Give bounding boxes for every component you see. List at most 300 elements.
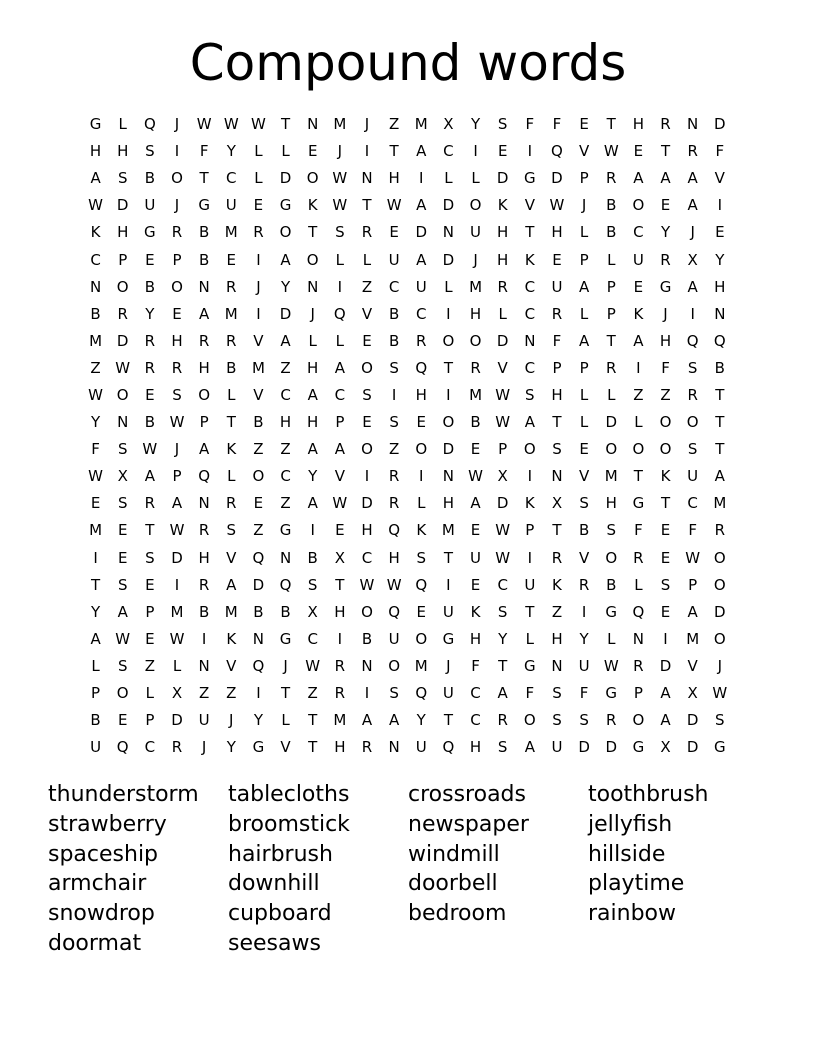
- grid-letter: S: [389, 684, 399, 703]
- grid-letter: L: [281, 142, 290, 161]
- grid-letter: R: [334, 684, 346, 703]
- grid-letter: O: [171, 277, 183, 296]
- grid-letter: X: [497, 467, 508, 486]
- grid-letter: Y: [226, 738, 236, 757]
- grid-letter: D: [171, 548, 183, 567]
- grid-letter: A: [334, 358, 345, 377]
- grid-letter: A: [90, 629, 101, 648]
- grid-letter: Z: [144, 656, 155, 675]
- grid-letter: A: [334, 440, 345, 459]
- grid-letter: T: [362, 196, 372, 215]
- grid-letter: Z: [361, 277, 373, 296]
- grid-letter: I: [256, 684, 261, 703]
- grid-letter: D: [116, 331, 129, 350]
- grid-letter: Q: [632, 602, 645, 621]
- word-list-item: spaceship: [48, 841, 159, 867]
- grid-letter: D: [442, 440, 455, 459]
- grid-letter: P: [606, 277, 616, 296]
- grid-letter: D: [361, 494, 373, 513]
- grid-letter: O: [442, 413, 455, 432]
- grid-letter: T: [715, 385, 725, 404]
- grid-letter: Y: [145, 304, 155, 323]
- grid-letter: K: [660, 467, 671, 486]
- grid-letter: T: [90, 575, 101, 594]
- word-list-item: cupboard: [228, 901, 332, 927]
- grid-letter: L: [172, 656, 182, 675]
- grid-letter: B: [307, 548, 318, 567]
- grid-letter: D: [686, 738, 699, 757]
- grid-letter: M: [414, 656, 428, 675]
- grid-letter: F: [661, 358, 670, 377]
- grid-letter: E: [145, 575, 155, 594]
- grid-letter: M: [713, 494, 727, 513]
- grid-letter: I: [256, 304, 261, 323]
- grid-letter: V: [578, 548, 590, 567]
- grid-letter: I: [446, 575, 451, 594]
- grid-letter: A: [660, 711, 671, 730]
- grid-letter: U: [632, 250, 644, 269]
- grid-letter: W: [712, 684, 728, 703]
- grid-letter: A: [280, 250, 291, 269]
- grid-letter: L: [281, 711, 290, 730]
- grid-letter: R: [253, 223, 264, 242]
- grid-letter: M: [224, 223, 238, 242]
- grid-letter: Q: [713, 331, 726, 350]
- grid-letter: C: [90, 250, 101, 269]
- grid-letter: W: [169, 521, 185, 540]
- grid-letter: C: [280, 385, 291, 404]
- grid-letter: R: [171, 223, 183, 242]
- grid-letter: H: [659, 331, 672, 350]
- grid-letter: W: [359, 575, 375, 594]
- grid-letter: D: [605, 738, 618, 757]
- word-list-item: windmill: [408, 841, 500, 867]
- grid-letter: D: [442, 250, 455, 269]
- grid-letter: Q: [198, 467, 211, 486]
- grid-letter: N: [388, 738, 400, 757]
- grid-letter: N: [442, 223, 455, 242]
- grid-letter: E: [145, 250, 155, 269]
- grid-letter: B: [198, 250, 210, 269]
- word-list-item: bedroom: [408, 901, 507, 927]
- grid-letter: Z: [660, 385, 671, 404]
- grid-letter: Y: [253, 711, 263, 730]
- grid-letter: X: [687, 250, 698, 269]
- grid-letter: I: [527, 548, 533, 567]
- grid-letter: S: [145, 142, 155, 161]
- grid-letter: L: [335, 331, 345, 350]
- grid-letter: H: [89, 142, 102, 161]
- grid-letter: L: [227, 467, 236, 486]
- grid-letter: O: [713, 575, 726, 594]
- grid-letter: N: [524, 331, 536, 350]
- grid-letter: A: [388, 711, 400, 730]
- word-list-item: seesaws: [228, 930, 321, 956]
- grid-letter: S: [117, 656, 128, 675]
- grid-letter: E: [253, 196, 264, 215]
- grid-letter: L: [579, 385, 589, 404]
- grid-letter: W: [685, 548, 701, 567]
- grid-letter: B: [361, 629, 373, 648]
- grid-letter: E: [416, 602, 426, 621]
- grid-letter: Q: [415, 358, 428, 377]
- grid-letter: L: [444, 169, 453, 188]
- grid-letter: O: [198, 385, 211, 404]
- grid-letter: O: [361, 602, 373, 621]
- grid-letter: I: [636, 358, 641, 377]
- grid-letter: I: [337, 629, 343, 648]
- grid-letter: U: [470, 548, 482, 567]
- grid-letter: G: [605, 602, 618, 621]
- grid-letter: N: [252, 629, 265, 648]
- grid-letter: B: [388, 304, 400, 323]
- grid-letter: D: [659, 656, 672, 675]
- grid-letter: T: [145, 521, 155, 540]
- word-list-item: hairbrush: [228, 841, 333, 867]
- grid-letter: B: [198, 602, 210, 621]
- grid-letter: J: [581, 196, 587, 215]
- grid-letter: M: [469, 277, 483, 296]
- grid-letter: G: [279, 521, 292, 540]
- grid-letter: F: [552, 331, 562, 350]
- grid-letter: O: [415, 440, 428, 459]
- grid-letter: V: [524, 196, 535, 215]
- grid-letter: O: [252, 467, 265, 486]
- grid-letter: O: [171, 169, 183, 188]
- grid-letter: I: [419, 467, 424, 486]
- grid-letter: P: [335, 413, 345, 432]
- word-list-item: jellyfish: [588, 811, 673, 837]
- word-list-item: doormat: [48, 930, 142, 956]
- grid-letter: R: [171, 738, 183, 757]
- grid-letter: O: [523, 711, 536, 730]
- grid-letter: Y: [579, 629, 589, 648]
- grid-letter: T: [525, 602, 535, 621]
- grid-letter: F: [634, 521, 643, 540]
- grid-letter: P: [172, 467, 182, 486]
- grid-letter: E: [633, 142, 644, 161]
- grid-letter: N: [687, 115, 699, 134]
- grid-letter: R: [144, 358, 156, 377]
- grid-letter: H: [388, 169, 400, 188]
- grid-letter: P: [145, 602, 155, 621]
- grid-letter: B: [144, 413, 155, 432]
- grid-letter: O: [659, 440, 672, 459]
- grid-letter: J: [310, 304, 315, 323]
- grid-letter: X: [660, 738, 671, 757]
- grid-letter: W: [495, 385, 511, 404]
- grid-letter: I: [174, 142, 180, 161]
- grid-letter: B: [606, 223, 617, 242]
- grid-letter: B: [578, 521, 590, 540]
- grid-letter: S: [335, 223, 345, 242]
- grid-letter: L: [607, 629, 616, 648]
- grid-letter: I: [337, 277, 343, 296]
- grid-letter: W: [603, 142, 619, 161]
- grid-letter: O: [116, 684, 129, 703]
- grid-letter: W: [88, 467, 103, 486]
- word-list-item: armchair: [48, 871, 147, 897]
- grid-letter: A: [687, 169, 698, 188]
- grid-letter: Y: [308, 467, 318, 486]
- grid-letter: E: [253, 494, 264, 513]
- grid-letter: D: [578, 738, 590, 757]
- grid-letter: X: [171, 684, 183, 703]
- word-list-item: doorbell: [408, 871, 498, 897]
- grid-letter: E: [226, 250, 237, 269]
- grid-letter: A: [416, 196, 427, 215]
- grid-letter: R: [633, 548, 644, 567]
- grid-letter: B: [144, 277, 155, 296]
- grid-letter: H: [361, 521, 373, 540]
- grid-letter: T: [552, 413, 562, 432]
- grid-letter: B: [90, 711, 101, 730]
- grid-row: [82, 707, 734, 734]
- word-list-item: downhill: [228, 871, 320, 897]
- grid-letter: H: [307, 358, 319, 377]
- grid-letter: A: [280, 331, 291, 350]
- grid-letter: R: [497, 277, 508, 296]
- word-list-item: hillside: [588, 841, 666, 867]
- grid-letter: R: [144, 494, 156, 513]
- word-list: [48, 780, 788, 959]
- grid-letter: P: [579, 358, 589, 377]
- grid-letter: Q: [442, 738, 455, 757]
- grid-letter: V: [578, 142, 590, 161]
- grid-letter: J: [717, 656, 723, 675]
- grid-row: [82, 653, 734, 680]
- grid-letter: A: [578, 277, 590, 296]
- grid-letter: R: [606, 358, 617, 377]
- grid-letter: N: [117, 413, 129, 432]
- grid-letter: Z: [280, 440, 291, 459]
- grid-letter: R: [470, 358, 481, 377]
- grid-letter: E: [660, 602, 671, 621]
- grid-letter: T: [308, 738, 318, 757]
- grid-letter: X: [334, 548, 345, 567]
- grid-letter: H: [198, 358, 210, 377]
- grid-letter: H: [469, 629, 482, 648]
- grid-letter: R: [388, 467, 400, 486]
- grid-letter: V: [226, 548, 237, 567]
- grid-letter: P: [199, 413, 209, 432]
- grid-letter: Y: [226, 142, 236, 161]
- grid-letter: R: [714, 521, 726, 540]
- grid-letter: G: [605, 684, 618, 703]
- grid-letter: R: [171, 358, 183, 377]
- grid-letter: R: [226, 494, 237, 513]
- grid-letter: M: [441, 521, 455, 540]
- grid-letter: U: [551, 277, 563, 296]
- grid-letter: I: [473, 142, 478, 161]
- grid-letter: N: [198, 277, 210, 296]
- grid-letter: Y: [90, 602, 101, 621]
- grid-letter: A: [687, 277, 698, 296]
- grid-letter: E: [416, 413, 426, 432]
- grid-letter: O: [659, 413, 672, 432]
- grid-letter: S: [497, 738, 508, 757]
- grid-letter: V: [497, 358, 508, 377]
- grid-letter: Q: [333, 304, 346, 323]
- grid-letter: N: [361, 169, 373, 188]
- grid-letter: R: [416, 331, 427, 350]
- grid-row: [82, 680, 734, 707]
- grid-letter: S: [145, 548, 155, 567]
- grid-letter: S: [226, 521, 237, 540]
- grid-letter: B: [90, 304, 101, 323]
- grid-letter: P: [498, 440, 508, 459]
- grid-letter: M: [604, 467, 618, 486]
- grid-letter: S: [117, 494, 128, 513]
- grid-letter: L: [227, 385, 236, 404]
- grid-letter: G: [524, 656, 536, 675]
- grid-row: [82, 490, 734, 517]
- grid-letter: Z: [307, 684, 318, 703]
- grid-letter: I: [527, 467, 533, 486]
- grid-letter: W: [142, 440, 158, 459]
- grid-letter: W: [169, 629, 185, 648]
- grid-letter: A: [660, 169, 671, 188]
- grid-letter: F: [525, 684, 535, 703]
- grid-letter: T: [280, 684, 291, 703]
- grid-letter: C: [470, 711, 481, 730]
- grid-letter: L: [634, 575, 643, 594]
- grid-letter: N: [714, 304, 726, 323]
- word-list-column: [588, 780, 768, 959]
- grid-letter: D: [415, 223, 428, 242]
- grid-letter: X: [117, 467, 128, 486]
- grid-letter: I: [364, 467, 370, 486]
- grid-letter: K: [470, 602, 481, 621]
- grid-letter: L: [254, 142, 263, 161]
- grid-letter: C: [687, 494, 698, 513]
- grid-letter: X: [551, 494, 563, 513]
- word-list-item: playtime: [588, 871, 685, 897]
- grid-letter: D: [496, 169, 509, 188]
- grid-letter: J: [663, 304, 668, 323]
- grid-letter: T: [633, 467, 643, 486]
- grid-letter: L: [498, 304, 507, 323]
- grid-letter: R: [578, 575, 590, 594]
- grid-letter: A: [578, 331, 590, 350]
- grid-letter: T: [715, 440, 725, 459]
- grid-letter: J: [201, 738, 207, 757]
- grid-letter: W: [603, 656, 619, 675]
- grid-letter: L: [335, 250, 345, 269]
- grid-letter: D: [686, 711, 699, 730]
- grid-letter: O: [605, 440, 618, 459]
- grid-letter: T: [606, 115, 616, 134]
- grid-letter: Z: [198, 684, 210, 703]
- grid-letter: D: [279, 169, 292, 188]
- grid-letter: G: [89, 115, 102, 134]
- grid-letter: R: [198, 521, 210, 540]
- grid-letter: T: [660, 494, 671, 513]
- grid-letter: N: [361, 656, 373, 675]
- grid-letter: N: [551, 656, 563, 675]
- grid-letter: A: [117, 602, 128, 621]
- grid-letter: V: [578, 467, 590, 486]
- grid-letter: Q: [388, 602, 401, 621]
- grid-letter: U: [415, 277, 427, 296]
- grid-letter: R: [198, 575, 210, 594]
- grid-letter: Z: [90, 358, 101, 377]
- grid-letter: H: [388, 548, 400, 567]
- grid-letter: N: [89, 277, 102, 296]
- grid-row: [82, 626, 734, 653]
- grid-letter: A: [416, 142, 427, 161]
- grid-letter: N: [632, 629, 644, 648]
- grid-letter: C: [388, 277, 400, 296]
- grid-row: [82, 274, 734, 301]
- word-list-item: toothbrush: [588, 782, 709, 807]
- grid-letter: H: [551, 385, 563, 404]
- grid-letter: P: [552, 358, 562, 377]
- grid-letter: J: [174, 196, 180, 215]
- grid-letter: T: [280, 115, 291, 134]
- grid-letter: H: [415, 385, 427, 404]
- grid-letter: D: [279, 304, 292, 323]
- grid-letter: C: [524, 277, 536, 296]
- grid-letter: E: [715, 223, 725, 242]
- grid-letter: S: [579, 711, 589, 730]
- grid-letter: K: [307, 196, 318, 215]
- grid-letter: F: [552, 115, 562, 134]
- grid-letter: T: [308, 223, 318, 242]
- word-search-grid: [82, 111, 734, 761]
- grid-letter: B: [280, 602, 291, 621]
- grid-letter: L: [607, 385, 616, 404]
- grid-letter: O: [713, 629, 726, 648]
- grid-letter: Z: [280, 358, 291, 377]
- grid-letter: S: [389, 358, 399, 377]
- grid-letter: K: [633, 304, 644, 323]
- grid-letter: H: [605, 494, 617, 513]
- grid-letter: M: [251, 358, 265, 377]
- grid-letter: E: [389, 223, 399, 242]
- grid-letter: G: [524, 169, 536, 188]
- grid-letter: U: [225, 196, 237, 215]
- grid-letter: G: [632, 738, 645, 757]
- grid-letter: O: [686, 413, 699, 432]
- grid-letter: R: [198, 331, 210, 350]
- grid-letter: W: [332, 494, 348, 513]
- grid-letter: P: [145, 711, 155, 730]
- grid-letter: E: [660, 548, 671, 567]
- grid-letter: S: [715, 711, 725, 730]
- grid-letter: O: [713, 548, 726, 567]
- grid-letter: C: [524, 304, 536, 323]
- grid-letter: Q: [279, 575, 292, 594]
- grid-letter: X: [687, 684, 698, 703]
- grid-letter: J: [446, 656, 451, 675]
- grid-letter: C: [226, 169, 237, 188]
- grid-letter: E: [660, 196, 671, 215]
- grid-letter: I: [174, 575, 180, 594]
- grid-letter: A: [144, 467, 155, 486]
- grid-letter: L: [308, 331, 317, 350]
- grid-letter: P: [579, 250, 589, 269]
- grid-letter: E: [660, 521, 671, 540]
- grid-letter: H: [198, 548, 210, 567]
- grid-letter: O: [632, 711, 645, 730]
- grid-letter: E: [117, 711, 128, 730]
- grid-letter: F: [715, 142, 725, 161]
- grid-letter: F: [471, 656, 480, 675]
- grid-letter: L: [444, 277, 453, 296]
- grid-letter: V: [253, 331, 264, 350]
- grid-letter: C: [443, 142, 454, 161]
